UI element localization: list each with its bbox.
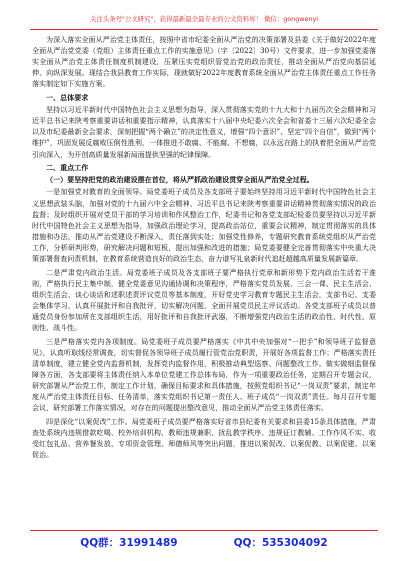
paragraph-point-three: 三是严格落实党内各项制度。局党委班子成员要严格落实《中共中央加强对“一把手”和领导班子监督意见》，认真听取线经常调查，切实督促各领导班子成员履行管党治党职责，开展好各项监督工作；严格落实责任清单制度，建立健全党内监督机制，发挥党内监督作用，积极推动典型巡察、问题整改工作。做实做细监督保障各方面，各支部要将主体责任纳入本单位党建工作总体布局，作为一项重要政治任务，定期召开专题会议，研究部署从严治党工作，制定工作计划，确保目标要求和具体措施，按照党组织书记“一岗双责”要求，制定年度从严治党主体责任目标、任务清单，落实党组织书记第一责任人、班子成员“一岗双责”责任。每月召开专题会议，研究部署工作落实情况，对存在的问题提出整改意见，推动全面从严治党主体责任落实。 (32, 336, 376, 413)
section-heading-key-work: 二、重点工作 (46, 163, 89, 173)
overall-requirements-paragraph: 坚持以习近平新时代中国特色社会主义思想为指导，深入贯彻落实党的十九大和十九届历次全会精神和习近平总书记来陕考察重要讲话和重要指示精神，认真落实十八届中央纪委六次全会和省委十三届六次纪委全会以及市纪委最新全会要求，深刻把握“两个确立”的决定性意义，增强“四个意识”、坚定“四个自信”，做到“两个维护”，巩固发展反腐败压倒性胜利，一体推进不敢腐、不能腐、不想腐，以永远在路上的执着把全面从严治党引向深入，为开创高质量发展新局面提供坚强的纪律保障。 (32, 105, 376, 159)
subsection-heading-political: （一）要坚持把党的政治建设摆在首位，将从严抓政治建设贯穿全面从严治党全过程。 (46, 175, 314, 185)
page-header (60, 8, 348, 28)
paragraph-point-one: 一是加强党对教育的全面领导。局党委班子成员及各支部班子要始终坚持用习近平新时代中国特色社会主义思想武装头脑，加强对党的十九届六中全会精神、习近平总书记来陕考察重要讲话精神贯彻落实情况的政治监督；及时组织开展对党员干部的学习培训和作风整治工作，纪委书记和各党支部纪检委员要坚持以习近平新时代中国特色社会主义思想为指导，加强政治理论学习，提高政治站位，重要会议精神，制定贯彻落实的具体措施和办法，推动从严治党建设不断深入，责任落到实处；加强党性修养，专题研究教育系统党组织从严治党工作，分析研判形势，研究解决问题和短板，提出加强和改进的措施；局党委要健全完善贯彻落实中央重大决策部署督查问责机制，在教育系统营造良好的政治生态，奋力谱写礼泉新时代追赶超越高质量发展新篇章。 (32, 187, 376, 263)
intro-paragraph: 为深入落实全面从严治党主体责任，按照中省市纪委全面从严治党的决策部署及县委《关于做好2022年度全面从严治党党委（党组）主体责任重点工作的实施意见》（字〔2022〕30号）文件要求，进一步加强党委落实全面从严治党主体责任制度机制建设，压紧压实党组织管党治党的政治责任，推动全面从严治党向基层延伸、向纵深发展。现结合我县教育工作实际，现就做好2022年度教育系统全面从严治党主体责任重点工作任务落实制定如下实施方案。 (32, 35, 376, 89)
page-footer (0, 530, 408, 554)
document-body (32, 34, 376, 463)
section-heading-overall: 一、总体要求 (46, 93, 89, 103)
header-notice: 关注头条号"公文研究"，获得最新最全最专业的公文资料库！ 微信：gongwenyi (89, 14, 319, 23)
paragraph-point-two: 二是严肃党内政治生活。局党委班子成员及各支部班子要严格执行党章和新形势下党内政治生活若干准则，严格执行民主集中制，健全党委意见沟通协调和决策程序，严格落实党员发展、三会一课、民主生活会、组织生活会、谈心谈话和述职述责评议党员等基本制度，开好党史学习教育专题民主生活会，支部书记、支委会集体学习，认真开展批评和自我批评，切实解决问题，全面开展党员民主评议活动。各党支部班子成员以普通党员身份参加所在支部组织生活，用好批评和自我批评武器，不断增强党内政治生活的政治性、时代性、原则性、战斗性。 (32, 267, 376, 333)
qq-group-text: QQ群：31991489 (80, 536, 178, 549)
header-divider (30, 29, 378, 30)
qq-contact-text: QQ：535304092 (233, 536, 328, 549)
paragraph-point-four: 四是深化“以案促改”工作。局党委班子成员要严格落实好省市县纪委有关要求和县委15条具体措施，严肃查处系统内违规借款吃喝、校外培训机构、教师违规兼职、扰乱教学秩序、违规征订教辅、工作作风不实、收受红包礼品、营养餐发放、专项资金管理、师德师风等突出问题，推进以案促改、以案促教、以案促建、以案促治。 (32, 417, 376, 460)
